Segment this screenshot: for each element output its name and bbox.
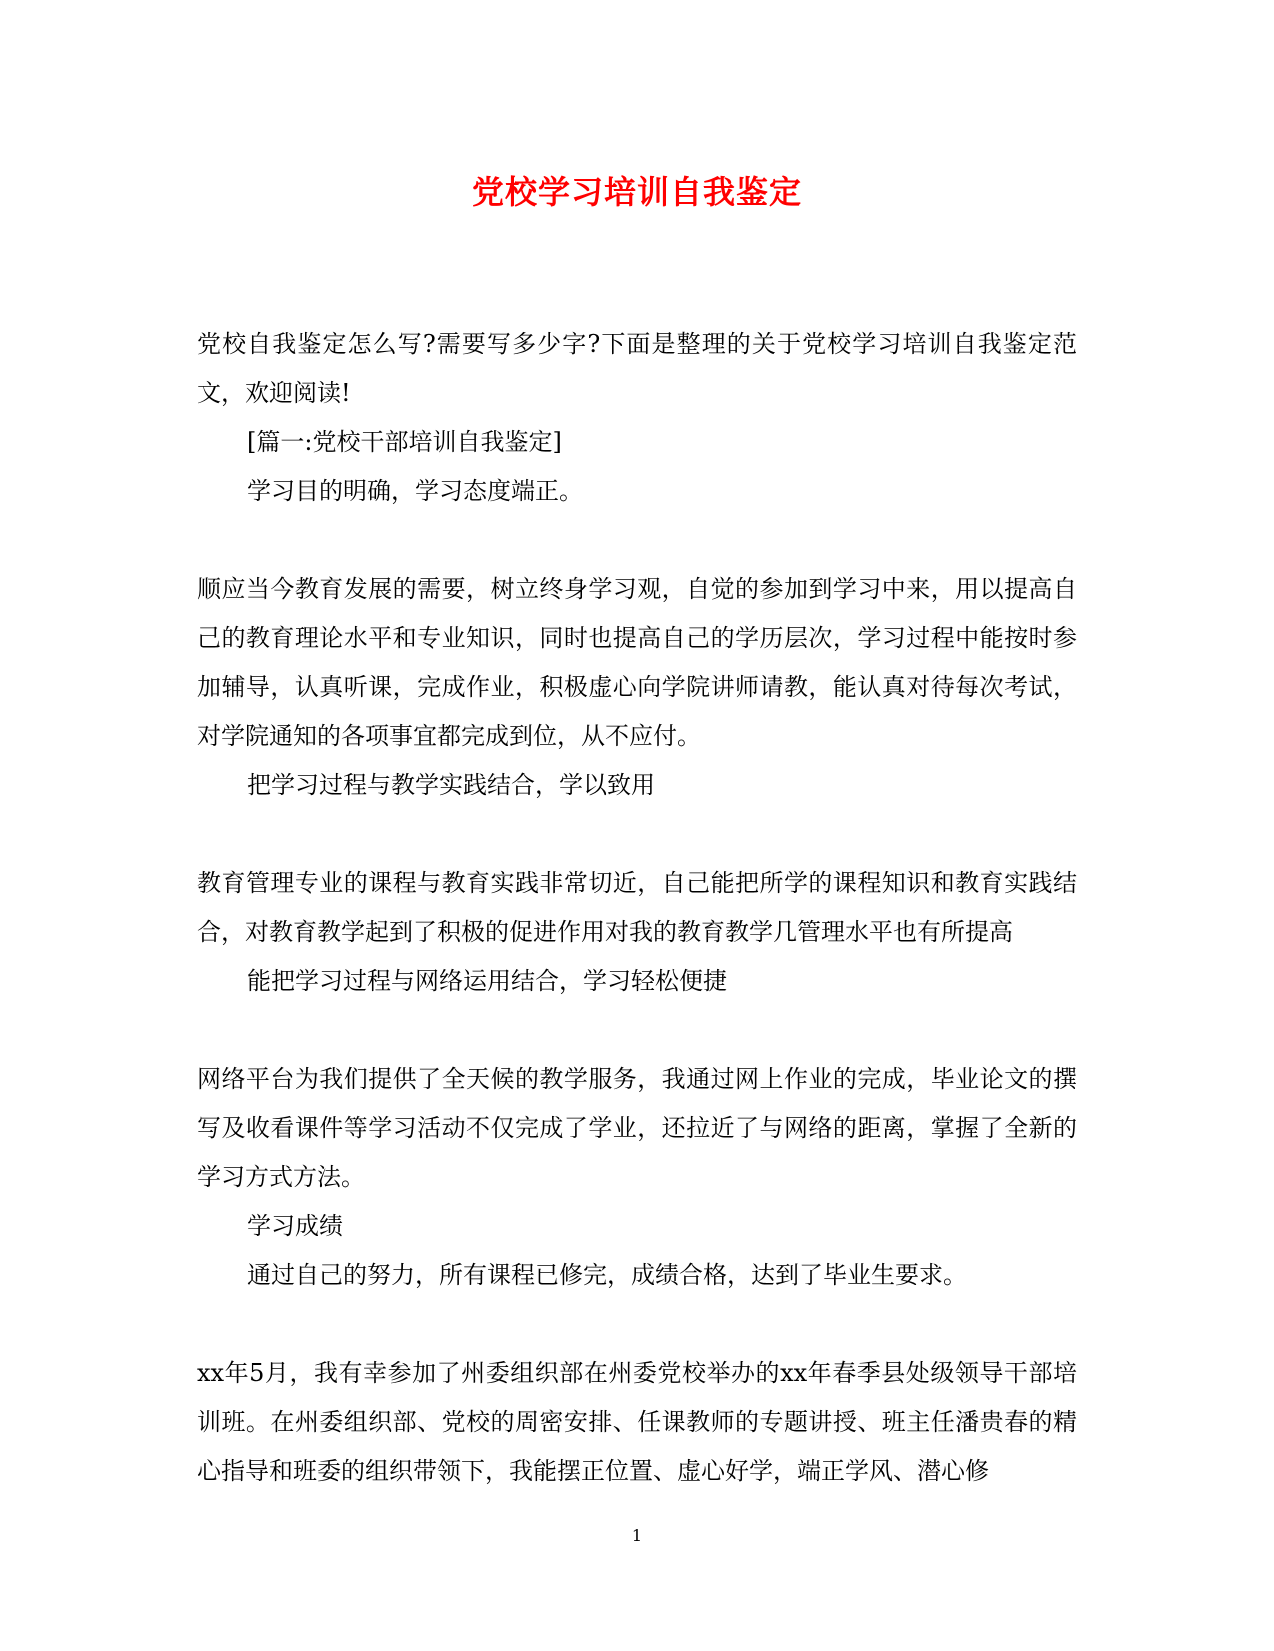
body-paragraph: 网络平台为我们提供了全天候的教学服务，我通过网上作业的完成，毕业论文的撰写及收看课件等学习活动不仅完成了学业，还拉近了与网络的距离，掌握了全新的学习方式方法。 [197, 1065, 1077, 1191]
document-body [197, 320, 1077, 1496]
section-heading: [篇一:党校干部培训自我鉴定] [247, 428, 562, 456]
page-number: 1 [631, 1526, 643, 1545]
intro-paragraph: 党校自我鉴定怎么写?需要写多少字?下面是整理的关于党校学习培训自我鉴定范文，欢迎阅读! [197, 330, 1077, 407]
results-paragraph: 通过自己的努力，所有课程已修完，成绩合格，达到了毕业生要求。 [247, 1261, 967, 1289]
subheading-results: 学习成绩 [247, 1212, 343, 1240]
body-paragraph: 教育管理专业的课程与教育实践非常切近，自己能把所学的课程知识和教育实践结合，对教育教学起到了积极的促进作用对我的教育教学几管理水平也有所提高 [197, 869, 1077, 946]
document-title: 党校学习培训自我鉴定 [471, 173, 802, 211]
subheading-learning-goal: 学习目的明确，学习态度端正。 [247, 477, 583, 505]
subheading-practice: 把学习过程与教学实践结合，学以致用 [247, 771, 655, 799]
body-paragraph: xx年5月，我有幸参加了州委组织部在州委党校举办的xx年春季县处级领导干部培训班。在州委组织部、党校的周密安排、任课教师的专题讲授、班主任潘贵春的精心指导和班委的组织带领下，我能摆正位置、虚心好学，端正学风、潜心修 [197, 1359, 1077, 1485]
subheading-network: 能把学习过程与网络运用结合，学习轻松便捷 [247, 967, 727, 995]
body-paragraph: 顺应当今教育发展的需要，树立终身学习观，自觉的参加到学习中来，用以提高自己的教育理论水平和专业知识，同时也提高自己的学历层次，学习过程中能按时参加辅导，认真听课，完成作业，积极虚心向学院讲师请教，能认真对待每次考试，对学院通知的各项事宜都完成到位，从不应付。 [197, 575, 1077, 750]
